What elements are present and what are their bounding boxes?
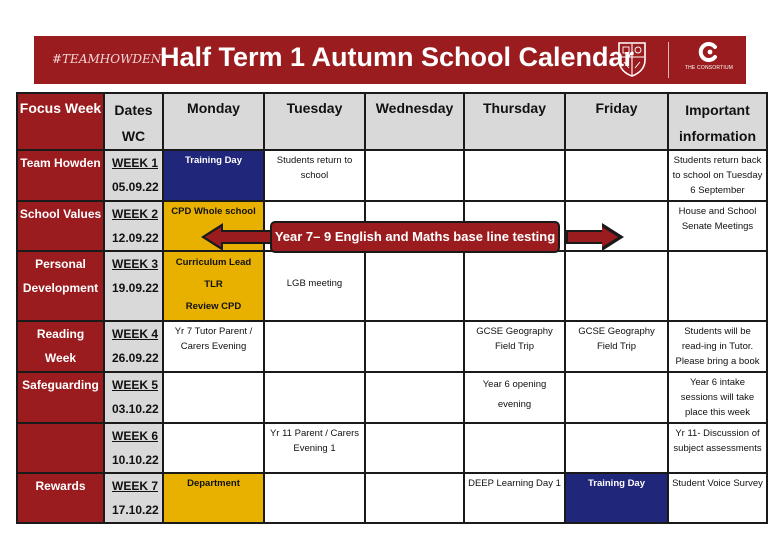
dates-cell xyxy=(104,150,163,201)
header-row xyxy=(17,93,767,150)
monday-cell: CPD Whole school xyxy=(163,201,264,251)
important-info-cell: Students will be read-ing in Tutor. Please bring a book xyxy=(668,321,767,372)
col-important-information xyxy=(668,93,767,150)
monday-cell xyxy=(163,251,264,321)
friday-cell: Training Day xyxy=(565,473,668,523)
arrow-left-shaft xyxy=(221,230,273,244)
col-thursday: Thursday xyxy=(464,93,565,150)
week-date: 12.09.22 xyxy=(112,231,159,245)
wednesday-cell xyxy=(365,423,464,473)
important-info-cell: House and School Senate Meetings xyxy=(668,201,767,251)
week-date: 19.09.22 xyxy=(112,281,159,295)
calendar-table xyxy=(16,92,768,524)
arrow-left-icon-fill xyxy=(205,227,221,247)
col-dates-label: Dates xyxy=(114,102,153,118)
col-monday: Monday xyxy=(163,93,264,150)
table-row xyxy=(17,372,767,423)
focus-week-cell xyxy=(17,321,104,372)
monday-cell: Department xyxy=(163,473,264,523)
week-date: 03.10.22 xyxy=(112,402,159,416)
wednesday-cell xyxy=(365,372,464,423)
col-tuesday: Tuesday xyxy=(264,93,365,150)
focus-week-cell: Team Howden xyxy=(17,150,104,201)
week-label: WEEK 5 xyxy=(112,378,159,392)
week-label: WEEK 2 xyxy=(112,207,159,221)
focus-week-line: Reading xyxy=(36,327,85,341)
dates-cell xyxy=(104,321,163,372)
thursday-cell xyxy=(464,150,565,201)
week-label: WEEK 6 xyxy=(112,429,159,443)
dates-cell xyxy=(104,473,163,523)
wednesday-cell xyxy=(365,473,464,523)
tuesday-cell xyxy=(264,473,365,523)
monday-cell: Training Day xyxy=(163,150,264,201)
tuesday-cell: Students return to school xyxy=(264,150,365,201)
monday-event-line: Curriculum Lead TLR xyxy=(175,257,252,290)
focus-week-cell xyxy=(17,423,104,473)
dates-cell xyxy=(104,201,163,251)
focus-week-line: Personal xyxy=(35,257,86,271)
week-date: 26.09.22 xyxy=(112,351,159,365)
important-info-cell: Year 6 intake sessions will take place this week xyxy=(668,372,767,423)
calendar-header-banner xyxy=(34,36,746,84)
important-info-cell: Student Voice Survey xyxy=(668,473,767,523)
week-label: WEEK 7 xyxy=(112,479,159,493)
header-divider xyxy=(668,42,669,78)
important-info-cell xyxy=(668,251,767,321)
thursday-cell xyxy=(464,423,565,473)
dates-cell xyxy=(104,423,163,473)
col-information-label: information xyxy=(679,128,756,144)
tuesday-cell: Yr 11 Parent / Carers Evening 1 xyxy=(264,423,365,473)
important-info-cell: Students return back to school on Tuesday 6 September xyxy=(668,150,767,201)
arrow-right-icon-fill xyxy=(602,227,618,247)
wednesday-cell xyxy=(365,321,464,372)
week-label: WEEK 1 xyxy=(112,156,159,170)
thursday-cell xyxy=(464,372,565,423)
monday-event-line: Review CPD xyxy=(185,301,242,312)
page-title: Half Term 1 Autumn School Calendar xyxy=(160,42,635,72)
focus-week-cell: School Values xyxy=(17,201,104,251)
friday-cell xyxy=(565,251,668,321)
consortium-name: THE CONSORTIUM xyxy=(684,65,734,71)
table-row xyxy=(17,321,767,372)
col-friday: Friday xyxy=(565,93,668,150)
friday-cell xyxy=(565,423,668,473)
dates-cell xyxy=(104,372,163,423)
table-row xyxy=(17,150,767,201)
week-date: 10.10.22 xyxy=(112,453,159,467)
friday-cell xyxy=(565,372,668,423)
focus-week-cell xyxy=(17,251,104,321)
focus-week-line: Week xyxy=(44,351,77,365)
consortium-logo xyxy=(678,41,740,81)
wednesday-cell xyxy=(365,251,464,321)
week-label: WEEK 3 xyxy=(112,257,159,271)
thursday-cell: GCSE Geography Field Trip xyxy=(464,321,565,372)
monday-cell xyxy=(163,423,264,473)
monday-cell: Yr 7 Tutor Parent / Carers Evening xyxy=(163,321,264,372)
friday-cell xyxy=(565,150,668,201)
col-wc-label: WC xyxy=(121,128,146,144)
tuesday-cell xyxy=(264,372,365,423)
thursday-cell: DEEP Learning Day 1 xyxy=(464,473,565,523)
hashtag-label: #TEAMHOWDEN xyxy=(52,52,162,66)
table-row xyxy=(17,423,767,473)
thursday-event-line: evening xyxy=(497,399,532,410)
week-date: 17.10.22 xyxy=(112,503,159,517)
table-row xyxy=(17,251,767,321)
thursday-cell xyxy=(464,251,565,321)
arrow-right-shaft xyxy=(566,230,604,244)
consortium-icon xyxy=(698,41,720,63)
wednesday-cell xyxy=(365,150,464,201)
thursday-event-line: Year 6 opening xyxy=(482,379,547,390)
week-label: WEEK 4 xyxy=(112,327,159,341)
tuesday-cell xyxy=(264,321,365,372)
monday-cell xyxy=(163,372,264,423)
baseline-testing-banner: Year 7– 9 English and Maths base line testing xyxy=(270,221,560,253)
table-row xyxy=(17,473,767,523)
col-wednesday: Wednesday xyxy=(365,93,464,150)
col-dates xyxy=(104,93,163,150)
school-crest-icon xyxy=(616,40,648,78)
friday-cell: GCSE Geography Field Trip xyxy=(565,321,668,372)
tuesday-cell: LGB meeting xyxy=(264,251,365,321)
focus-week-cell: Safeguarding xyxy=(17,372,104,423)
focus-week-cell: Rewards xyxy=(17,473,104,523)
col-important-label: Important xyxy=(685,102,750,118)
focus-week-line: Development xyxy=(22,281,99,295)
week-date: 05.09.22 xyxy=(112,180,159,194)
col-focus-week: Focus Week xyxy=(17,93,104,150)
important-info-cell: Yr 11- Discussion of subject assessments xyxy=(668,423,767,473)
dates-cell xyxy=(104,251,163,321)
